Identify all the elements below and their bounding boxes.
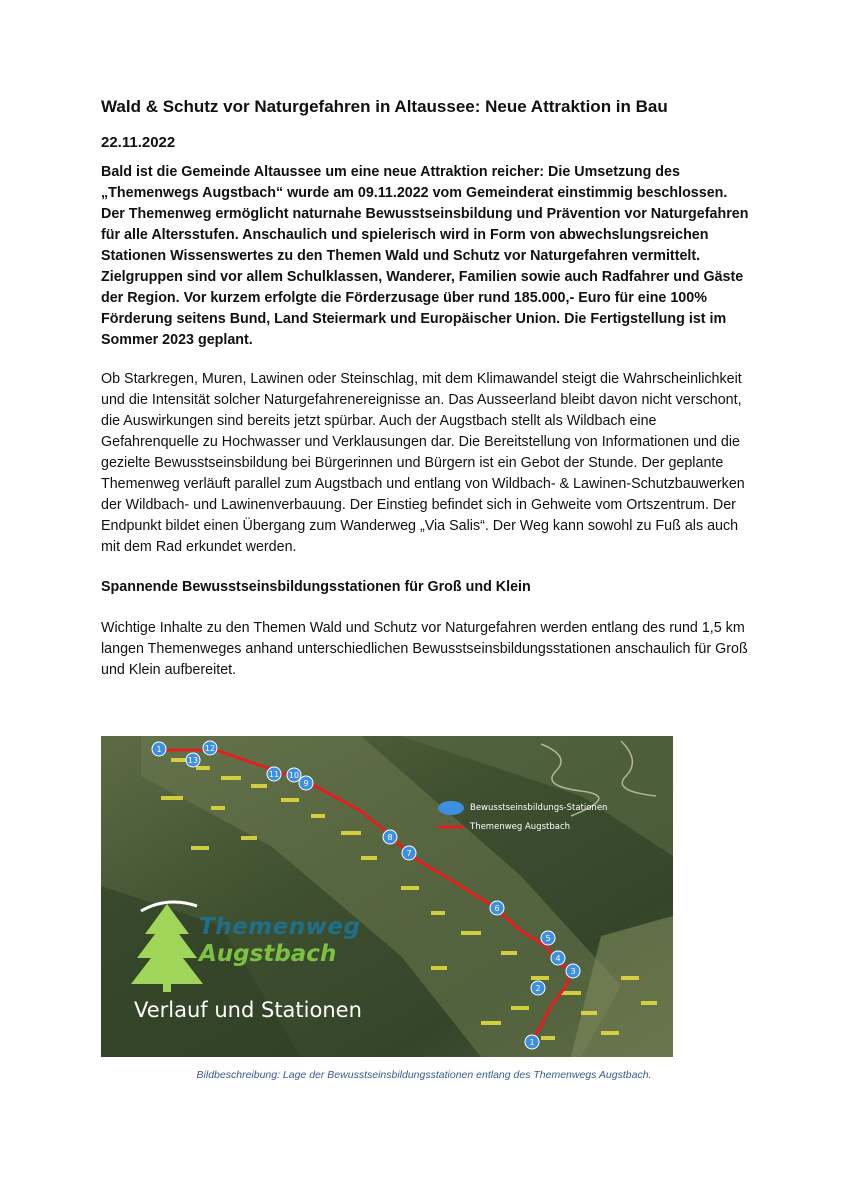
article-date: 22.11.2022: [101, 134, 176, 151]
station-label: 3: [570, 967, 576, 976]
station-label: 2: [535, 984, 541, 993]
station-label: 10: [288, 771, 300, 780]
map-title: Verlauf und Stationen: [134, 998, 362, 1022]
station-label: 5: [545, 934, 551, 943]
article-paragraph-1: Ob Starkregen, Muren, Lawinen oder Steinschlag, mit dem Klimawandel steigt die Wahrscheinlichkeit und die Intensität solcher Naturgefahrenereignisse an. Das Ausseerland bleibt davon nicht verschont, die Auswirkungen sind bereits jetzt spürbar. Auch der Augstbach stellt als Wildbach eine Gefahrenquelle zu Hochwasser und Verklausungen dar. Die Bereitstellung von Informationen und die gezielte Bewusstseinsbildung bei Bürgerinnen und Bürgern ist ein Gebot der Stunde. Der geplante Themenweg verläuft parallel zum Augstbach und entlang von Wildbach- & Lawinen-Schutzbauwerken der Wildbach- und Lawinenverbauung. Der Einstieg befindet sich in Gehweite vom Ortszentrum. Der Endpunkt bildet einen Übergang zum Wanderweg „Via Salis“. Der Weg kann sowohl zu Fuß als auch mit dem Rad erkundet werden.: [101, 371, 745, 555]
station-label: 7: [406, 849, 412, 858]
station-label: 11: [268, 770, 280, 779]
figure-caption: Bildbeschreibung: Lage der Bewusstseinsbildungsstationen entlang des Themenwegs Augstbach.: [196, 1069, 652, 1081]
article-paragraph-2: Wichtige Inhalte zu den Themen Wald und Schutz vor Naturgefahren werden entlang des rund 1,5 km langen Themenweges anhand unterschiedlichen Bewusstseinsbildungsstationen anschaulich für Groß und Klein aufbereitet.: [101, 620, 748, 678]
station-label: 1: [529, 1038, 535, 1047]
article-title: Wald & Schutz vor Naturgefahren in Altaussee: Neue Attraktion in Bau: [101, 97, 668, 116]
station-label: 4: [555, 954, 561, 963]
logo-text-top: Themenweg: [199, 914, 361, 940]
station-label: 1: [156, 745, 162, 754]
article: [101, 96, 751, 700]
legend-route-label: Themenweg Augstbach: [470, 822, 571, 832]
legend-station-marker: [438, 801, 464, 815]
article-subheading: Spannende Bewusstseinsbildungsstationen für Groß und Klein: [101, 579, 531, 595]
route-map-image: [101, 736, 673, 1057]
station-label: 8: [387, 833, 393, 842]
article-lead: Bald ist die Gemeinde Altaussee um eine neue Attraktion reicher: Die Umsetzung des „Themenwegs Augstbach“ wurde am 09.11.2022 vom Gemeinderat einstimmig beschlossen. Der Themenweg ermöglicht naturnahe Bewusstseinsbildung und Prävention vor Naturgefahren für alle Altersstufen. Anschaulich und spielerisch wird in Form von abwechslungsreichen Stationen Wissenswertes zu den Themen Wald und Schutz vor Naturgefahren vermittelt. Zielgruppen sind vor allem Schulklassen, Wanderer, Familien sowie auch Radfahrer und Gäste der Region. Vor kurzem erfolgte die Förderzusage über rund 185.000,- Euro für eine 100% Förderung seitens Bund, Land Steiermark und Europäischer Union. Die Fertigstellung ist im Sommer 2023 geplant.: [101, 164, 749, 348]
legend-stations-label: Bewusstseinsbildungs-Stationen: [470, 803, 608, 813]
logo-text-bottom: Augstbach: [199, 941, 337, 967]
station-label: 6: [494, 904, 500, 913]
station-label: 12: [204, 744, 216, 753]
station-label: 9: [303, 779, 309, 788]
station-label: 13: [187, 756, 199, 765]
